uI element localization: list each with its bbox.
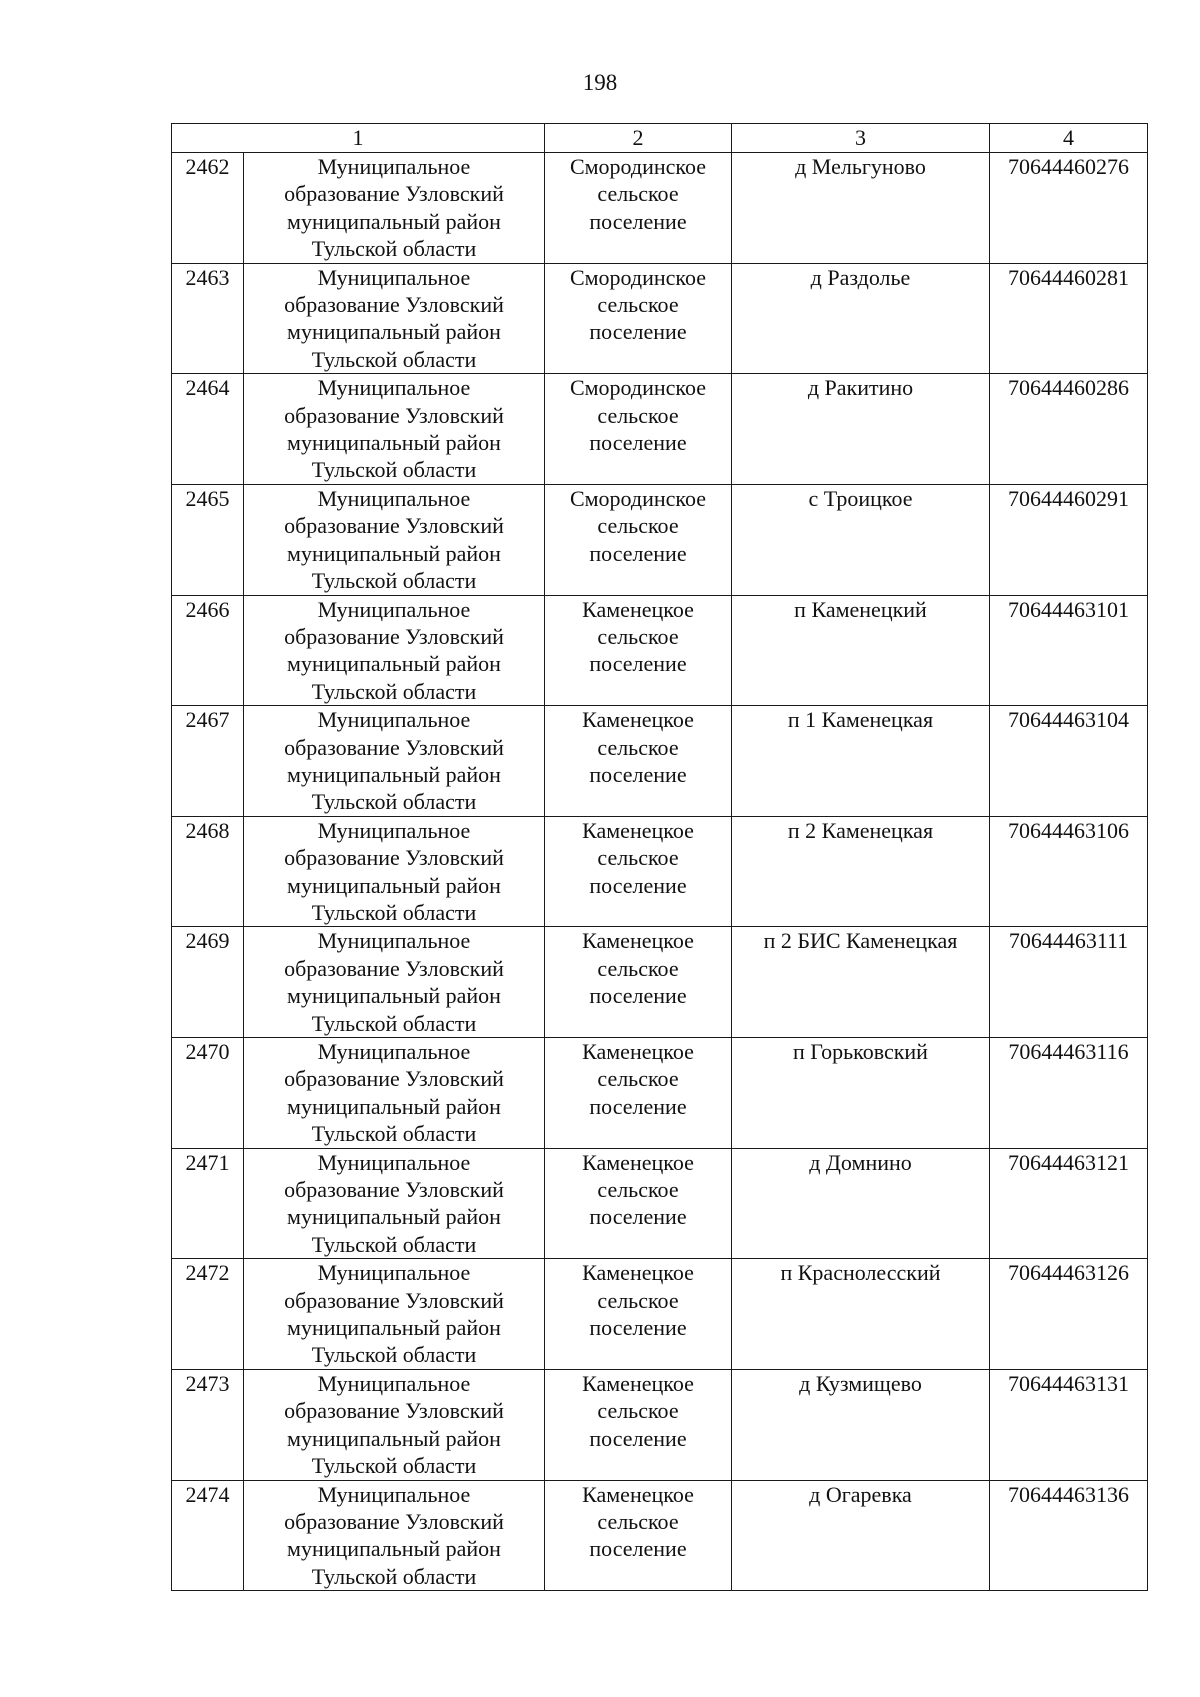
municipal-entity-cell — [244, 153, 545, 264]
column-header-4: 4 — [990, 124, 1148, 153]
settlement-line: Каменецкое — [582, 817, 694, 843]
municipal-entity-line: образование Узловский — [284, 1287, 504, 1313]
row-number: 2463 — [172, 263, 244, 374]
row-number: 2468 — [172, 816, 244, 927]
settlement-line: поселение — [589, 1425, 687, 1451]
row-number: 2464 — [172, 374, 244, 485]
settlement-line: Каменецкое — [582, 928, 694, 954]
settlement-cell — [545, 816, 732, 927]
oktmo-code-cell: 70644463106 — [990, 816, 1148, 927]
table-row — [172, 816, 1148, 927]
municipal-entity-line: Тульской области — [311, 1121, 477, 1147]
municipal-entity-line: Муниципальное — [317, 928, 471, 954]
municipal-entity-line: муниципальный район — [287, 208, 501, 234]
table-body — [172, 153, 1148, 1591]
row-number: 2472 — [172, 1259, 244, 1370]
settlement-line: сельское — [597, 181, 679, 207]
municipal-entity-line: образование Узловский — [284, 1177, 504, 1203]
oktmo-code-cell: 70644460291 — [990, 484, 1148, 595]
settlement-cell — [545, 1259, 732, 1370]
oktmo-code-cell: 70644463136 — [990, 1480, 1148, 1591]
municipal-entity-line: образование Узловский — [284, 955, 504, 981]
municipal-entity-line: Муниципальное — [317, 1260, 471, 1286]
row-number: 2470 — [172, 1038, 244, 1149]
settlement-cell — [545, 595, 732, 706]
municipal-entity-line: муниципальный район — [287, 1204, 501, 1230]
municipal-entity-line: Тульской области — [311, 236, 477, 262]
settlement-line: Каменецкое — [582, 1481, 694, 1507]
settlement-line: сельское — [597, 1177, 679, 1203]
oktmo-code-cell: 70644463131 — [990, 1369, 1148, 1480]
settlement-line: Смородинское — [569, 154, 707, 179]
municipal-entity-cell — [244, 816, 545, 927]
municipal-entity-line: образование Узловский — [284, 1508, 504, 1534]
municipal-entity-line: Муниципальное — [317, 1149, 471, 1175]
municipal-entity-line: Муниципальное — [317, 375, 471, 401]
municipal-entity-line: Муниципальное — [317, 817, 471, 843]
settlement-line: поселение — [589, 1204, 687, 1230]
locality-cell: д Раздолье — [732, 263, 990, 374]
settlement-line: Смородинское — [569, 485, 707, 511]
settlement-line: сельское — [597, 402, 679, 428]
municipal-entity-line: Тульской области — [311, 1453, 477, 1479]
locality-cell: д Домнино — [732, 1148, 990, 1259]
municipal-entity-line: муниципальный район — [287, 540, 501, 566]
municipal-entity-line: образование Узловский — [284, 513, 504, 539]
settlement-line: Каменецкое — [582, 1149, 694, 1175]
municipal-entity-line: Тульской области — [311, 568, 477, 594]
settlement-line: поселение — [589, 1536, 687, 1562]
table-row — [172, 153, 1148, 264]
row-number: 2465 — [172, 484, 244, 595]
oktmo-code-cell: 70644463116 — [990, 1038, 1148, 1149]
municipal-entity-cell — [244, 1038, 545, 1149]
locality-cell: д Кузмищево — [732, 1369, 990, 1480]
municipal-entity-line: муниципальный район — [287, 651, 501, 677]
settlement-line: сельское — [597, 955, 679, 981]
settlement-line: Каменецкое — [582, 1039, 694, 1064]
municipal-entity-line: Тульской области — [311, 1010, 477, 1036]
oktmo-code-cell: 70644463101 — [990, 595, 1148, 706]
municipal-entity-line: образование Узловский — [284, 292, 504, 318]
municipal-entity-cell — [244, 927, 545, 1038]
row-number: 2471 — [172, 1148, 244, 1259]
municipal-entity-line: Тульской области — [311, 678, 477, 704]
settlement-cell — [545, 706, 732, 817]
oktmo-code-cell: 70644460281 — [990, 263, 1148, 374]
settlement-line: сельское — [597, 1066, 679, 1092]
settlement-line: поселение — [589, 319, 687, 345]
settlement-cell — [545, 153, 732, 264]
settlement-line: Каменецкое — [582, 1370, 694, 1396]
settlement-cell — [545, 484, 732, 595]
settlement-cell — [545, 1369, 732, 1480]
settlement-line: сельское — [597, 1287, 679, 1313]
settlement-line: сельское — [597, 1508, 679, 1534]
municipal-entity-cell — [244, 706, 545, 817]
municipal-entity-line: муниципальный район — [287, 872, 501, 898]
table-row — [172, 263, 1148, 374]
settlement-line: Каменецкое — [582, 707, 694, 733]
settlement-line: поселение — [589, 761, 687, 787]
settlement-line: поселение — [589, 1315, 687, 1341]
settlement-line: сельское — [597, 623, 679, 649]
oktmo-code-cell: 70644463104 — [990, 706, 1148, 817]
municipal-entity-cell — [244, 1148, 545, 1259]
municipal-entity-line: образование Узловский — [284, 1398, 504, 1424]
municipal-entity-cell — [244, 595, 545, 706]
settlement-line: Смородинское — [569, 264, 707, 290]
municipal-entity-line: муниципальный район — [287, 761, 501, 787]
settlement-cell — [545, 263, 732, 374]
municipal-entity-line: образование Узловский — [284, 402, 504, 428]
municipal-entity-cell — [244, 484, 545, 595]
table-row — [172, 1480, 1148, 1591]
settlement-line: сельское — [597, 1398, 679, 1424]
municipal-entity-cell — [244, 374, 545, 485]
table-row — [172, 1038, 1148, 1149]
locality-cell: п 1 Каменецкая — [732, 706, 990, 817]
settlement-line: сельское — [597, 292, 679, 318]
locality-cell: с Троицкое — [732, 484, 990, 595]
settlement-cell — [545, 927, 732, 1038]
locality-cell: д Ракитино — [732, 374, 990, 485]
row-number: 2466 — [172, 595, 244, 706]
table-header-row — [172, 124, 1148, 153]
municipal-entity-line: Тульской области — [311, 899, 477, 925]
oktmo-code-cell: 70644460276 — [990, 153, 1148, 264]
table-row — [172, 706, 1148, 817]
municipal-entity-line: Муниципальное — [317, 264, 471, 290]
settlement-cell — [545, 1480, 732, 1591]
settlement-line: поселение — [589, 540, 687, 566]
settlement-line: поселение — [589, 430, 687, 456]
municipal-entity-line: Тульской области — [311, 1231, 477, 1257]
locality-cell: п Горьковский — [732, 1038, 990, 1149]
municipal-entity-line: Муниципальное — [317, 1039, 471, 1064]
municipal-entity-line: Муниципальное — [317, 1370, 471, 1396]
registry-table — [171, 123, 1148, 1591]
municipal-entity-line: образование Узловский — [284, 623, 504, 649]
municipal-entity-line: Тульской области — [311, 1342, 477, 1368]
settlement-line: поселение — [589, 651, 687, 677]
page-number: 198 — [582, 70, 618, 95]
locality-cell: п Краснолесский — [732, 1259, 990, 1370]
settlement-line: сельское — [597, 734, 679, 760]
row-number: 2467 — [172, 706, 244, 817]
settlement-line: поселение — [589, 208, 687, 234]
table-row — [172, 484, 1148, 595]
municipal-entity-line: образование Узловский — [284, 181, 504, 207]
locality-cell: д Огаревка — [732, 1480, 990, 1591]
municipal-entity-line: образование Узловский — [284, 734, 504, 760]
locality-cell: д Мельгуново — [732, 153, 990, 264]
settlement-cell — [545, 1148, 732, 1259]
table-row — [172, 1148, 1148, 1259]
municipal-entity-line: муниципальный район — [287, 319, 501, 345]
column-header-2: 2 — [545, 124, 732, 153]
oktmo-code-cell: 70644460286 — [990, 374, 1148, 485]
settlement-line: Каменецкое — [582, 596, 694, 622]
municipal-entity-line: Тульской области — [311, 457, 477, 483]
municipal-entity-line: Тульской области — [311, 1563, 477, 1589]
table-row — [172, 595, 1148, 706]
oktmo-code-cell: 70644463126 — [990, 1259, 1148, 1370]
oktmo-code-cell: 70644463121 — [990, 1148, 1148, 1259]
column-header-3: 3 — [732, 124, 990, 153]
municipal-entity-line: муниципальный район — [287, 1315, 501, 1341]
settlement-line: сельское — [597, 513, 679, 539]
municipal-entity-line: Муниципальное — [317, 154, 471, 179]
locality-cell: п 2 БИС Каменецкая — [732, 927, 990, 1038]
settlement-line: поселение — [589, 983, 687, 1009]
table-row — [172, 1369, 1148, 1480]
locality-cell: п 2 Каменецкая — [732, 816, 990, 927]
municipal-entity-line: Муниципальное — [317, 1481, 471, 1507]
table-row — [172, 1259, 1148, 1370]
oktmo-code-cell: 70644463111 — [990, 927, 1148, 1038]
row-number: 2473 — [172, 1369, 244, 1480]
municipal-entity-line: муниципальный район — [287, 983, 501, 1009]
settlement-line: Каменецкое — [582, 1260, 694, 1286]
municipal-entity-line: муниципальный район — [287, 1536, 501, 1562]
municipal-entity-line: Муниципальное — [317, 596, 471, 622]
settlement-cell — [545, 374, 732, 485]
municipal-entity-line: муниципальный район — [287, 430, 501, 456]
municipal-entity-line: образование Узловский — [284, 1066, 504, 1092]
row-number: 2474 — [172, 1480, 244, 1591]
locality-cell: п Каменецкий — [732, 595, 990, 706]
municipal-entity-line: образование Узловский — [284, 845, 504, 871]
municipal-entity-cell — [244, 263, 545, 374]
settlement-cell — [545, 1038, 732, 1149]
municipal-entity-line: Муниципальное — [317, 485, 471, 511]
settlement-line: поселение — [589, 1093, 687, 1119]
municipal-entity-cell — [244, 1259, 545, 1370]
settlement-line: поселение — [589, 872, 687, 898]
municipal-entity-line: муниципальный район — [287, 1093, 501, 1119]
table-row — [172, 374, 1148, 485]
row-number: 2469 — [172, 927, 244, 1038]
settlement-line: Смородинское — [569, 375, 707, 401]
municipal-entity-line: Муниципальное — [317, 707, 471, 733]
municipal-entity-line: Тульской области — [311, 346, 477, 372]
column-header-1: 1 — [172, 124, 545, 153]
table-row — [172, 927, 1148, 1038]
municipal-entity-line: муниципальный район — [287, 1425, 501, 1451]
municipal-entity-line: Тульской области — [311, 789, 477, 815]
municipal-entity-cell — [244, 1369, 545, 1480]
municipal-entity-cell — [244, 1480, 545, 1591]
settlement-line: сельское — [597, 845, 679, 871]
row-number: 2462 — [172, 153, 244, 264]
